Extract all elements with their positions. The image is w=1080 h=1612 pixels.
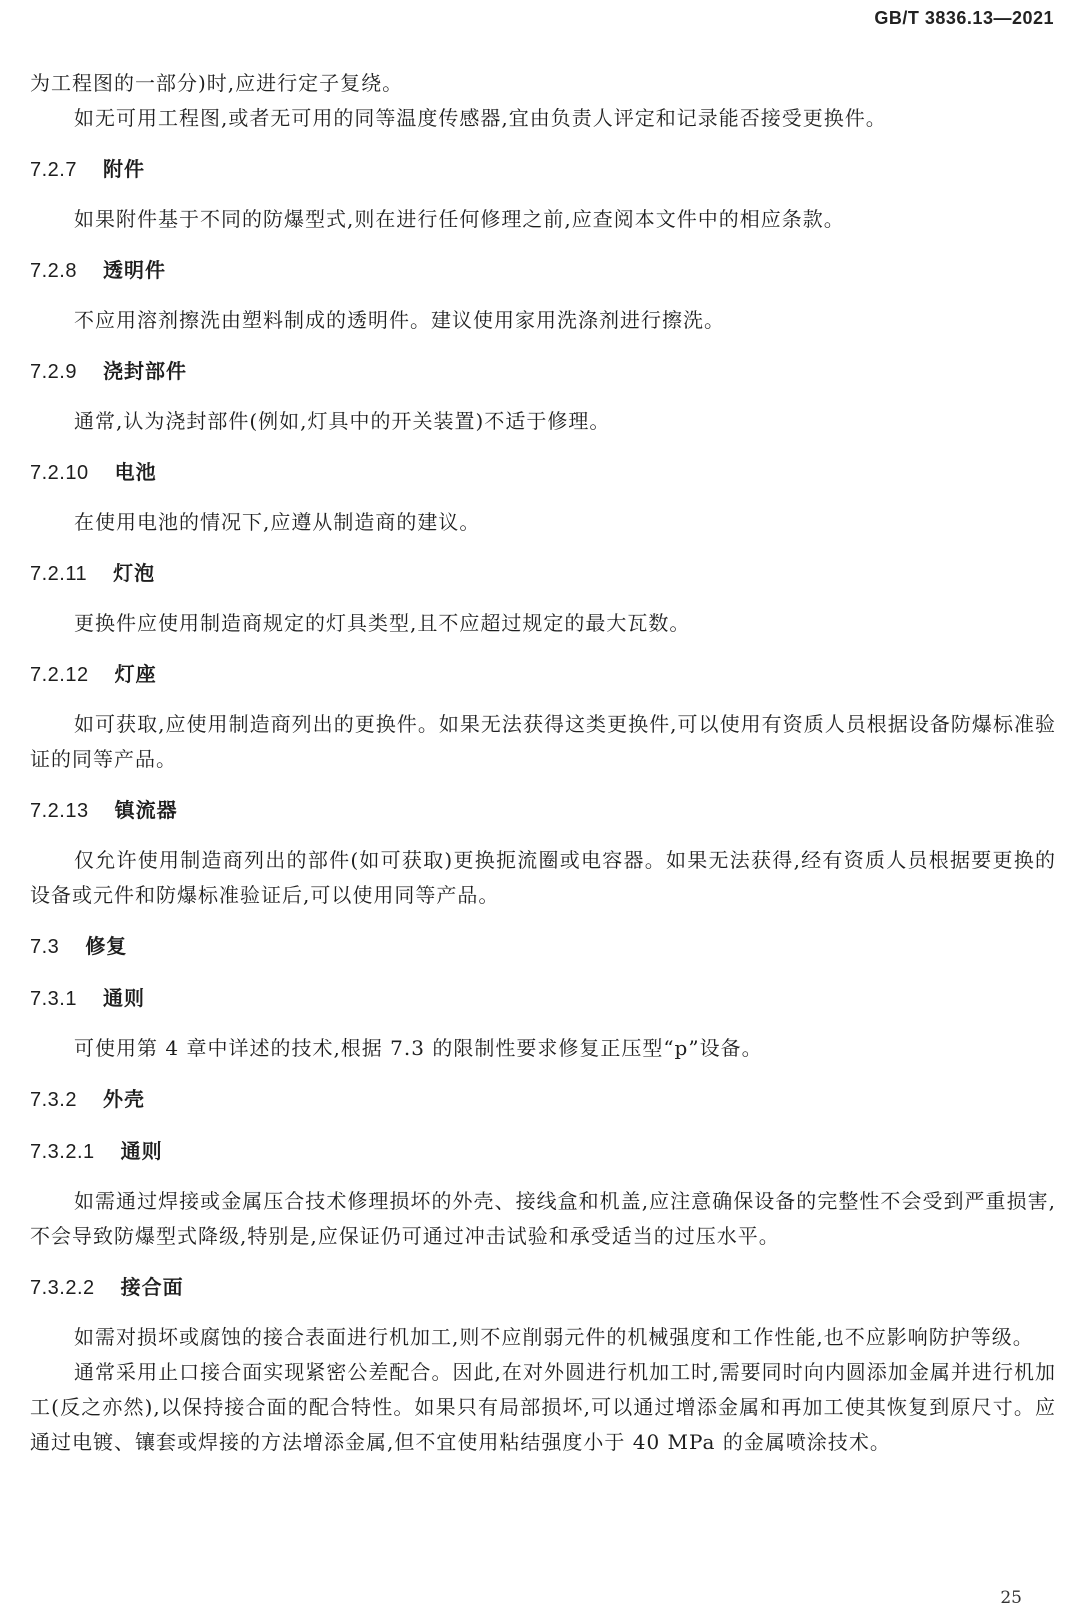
section-number: 7.2.7	[30, 159, 77, 181]
section-title: 附件	[102, 157, 145, 181]
section-title: 浇封部件	[102, 359, 187, 383]
paragraph: 如需通过焊接或金属压合技术修理损坏的外壳、接线盒和机盖,应注意确保设备的完整性不会受到严重损害,不会导致防爆型式降级,特别是,应保证仍可通过冲击试验和承受适当的过压水平。	[30, 1189, 1056, 1248]
section-title: 灯泡	[113, 561, 156, 585]
section-number: 7.2.10	[30, 462, 89, 484]
paragraph: 在使用电池的情况下,应遵从制造商的建议。	[74, 510, 481, 534]
paragraph: 如可获取,应使用制造商列出的更换件。如果无法获得这类更换件,可以使用有资质人员根据设备防爆标准验证的同等产品。	[30, 712, 1056, 771]
section-number: 7.2.12	[30, 664, 89, 686]
section-number: 7.3.2.1	[30, 1141, 95, 1163]
section-title: 接合面	[120, 1275, 184, 1299]
paragraph: 仅允许使用制造商列出的部件(如可获取)更换扼流圈或电容器。如果无法获得,经有资质人员根据要更换的设备或元件和防爆标准验证后,可以使用同等产品。	[30, 848, 1056, 907]
document-body	[30, 66, 1056, 1460]
section-heading	[30, 657, 1056, 693]
section-title: 电池	[114, 460, 157, 484]
paragraph: 通常采用止口接合面实现紧密公差配合。因此,在对外圆进行机加工时,需要同时向内圆添加金属并进行机加工(反之亦然),以保持接合面的配合特性。如果只有局部损坏,可以通过增添金属和再加工使其恢复到原尺寸。应通过电镀、镶套或焊接的方法增添金属,但不宜使用粘结强度小于 40 MPa 的金属喷涂技术。	[30, 1360, 1056, 1454]
section-heading	[30, 1134, 1056, 1170]
paragraph: 通常,认为浇封部件(例如,灯具中的开关装置)不适于修理。	[74, 409, 611, 433]
paragraph: 如果附件基于不同的防爆型式,则在进行任何修理之前,应查阅本文件中的相应条款。	[74, 207, 845, 231]
paragraph: 可使用第 4 章中详述的技术,根据 7.3 的限制性要求修复正压型“p”设备。	[74, 1036, 763, 1060]
section-title: 镇流器	[114, 798, 178, 822]
section-heading	[30, 556, 1056, 592]
section-title: 灯座	[114, 662, 157, 686]
section-heading	[30, 253, 1056, 289]
section-title: 通则	[102, 986, 145, 1010]
standard-code: GB/T 3836.13—2021	[874, 8, 1054, 28]
section-heading	[30, 1082, 1056, 1118]
page-number: 25	[1000, 1588, 1022, 1608]
section-number: 7.3.2	[30, 1089, 77, 1111]
section-title: 透明件	[102, 258, 166, 282]
section-heading	[30, 929, 1056, 965]
paragraph: 如无可用工程图,或者无可用的同等温度传感器,宜由负责人评定和记录能否接受更换件。	[74, 106, 887, 130]
paragraph: 更换件应使用制造商规定的灯具类型,且不应超过规定的最大瓦数。	[74, 611, 691, 635]
section-heading	[30, 981, 1056, 1017]
section-title: 通则	[120, 1139, 163, 1163]
section-heading	[30, 455, 1056, 491]
section-number: 7.2.11	[30, 563, 88, 585]
section-heading	[30, 1270, 1056, 1306]
paragraph: 不应用溶剂擦洗由塑料制成的透明件。建议使用家用洗涤剂进行擦洗。	[74, 308, 725, 332]
paragraph: 如需对损坏或腐蚀的接合表面进行机加工,则不应削弱元件的机械强度和工作性能,也不应影响防护等级。	[74, 1325, 1034, 1349]
section-number: 7.3.1	[30, 988, 77, 1010]
section-number: 7.2.8	[30, 260, 77, 282]
section-title: 修复	[85, 934, 128, 958]
section-heading	[30, 152, 1056, 188]
section-number: 7.3	[30, 936, 60, 958]
section-title: 外壳	[102, 1087, 145, 1111]
section-number: 7.3.2.2	[30, 1277, 95, 1299]
section-heading	[30, 354, 1056, 390]
section-number: 7.2.9	[30, 361, 77, 383]
paragraph: 为工程图的一部分)时,应进行定子复绕。	[30, 71, 404, 95]
section-number: 7.2.13	[30, 800, 89, 822]
section-heading	[30, 793, 1056, 829]
